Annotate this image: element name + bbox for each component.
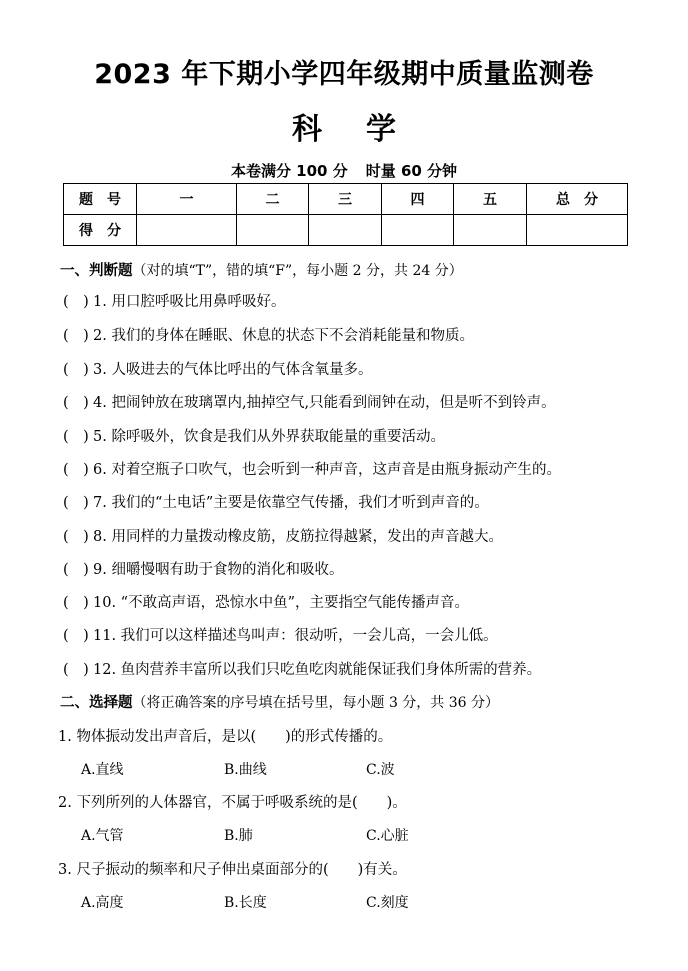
score-blank[interactable]: [454, 215, 527, 246]
score-table-score-row: [64, 215, 628, 246]
answer-paren[interactable]: ( ): [63, 362, 89, 378]
judge-item: [63, 458, 561, 479]
judge-text: 11. 我们可以这样描述鸟叫声：很动听，一会儿高，一会儿低。: [93, 628, 498, 644]
judge-text: 5. 除呼吸外，饮食是我们从外界获取能量的重要活动。: [93, 429, 445, 445]
score-blank[interactable]: [237, 215, 309, 246]
score-blank[interactable]: [309, 215, 382, 246]
score-blank[interactable]: [137, 215, 237, 246]
option-a[interactable]: A.直线: [81, 762, 124, 778]
choice-question: 2. 下列所列的人体器官，不属于呼吸系统的是( )。: [58, 795, 407, 811]
answer-paren[interactable]: ( ): [63, 462, 89, 478]
score-blank[interactable]: [527, 215, 628, 246]
choice-question: 3. 尺子振动的频率和尺子伸出桌面部分的( )有关。: [58, 862, 407, 878]
section1-heading: [60, 259, 463, 280]
judge-text: 8. 用同样的力量拨动橡皮筋，皮筋拉得越紧，发出的声音越大。: [93, 529, 503, 545]
option-a[interactable]: A.气管: [81, 828, 124, 844]
answer-paren[interactable]: ( ): [63, 529, 89, 545]
score-cell: 总 分: [527, 184, 628, 215]
score-cell: 四: [382, 184, 454, 215]
score-table: [63, 183, 628, 246]
choice-question: 1. 物体振动发出声音后，是以( )的形式传播的。: [58, 729, 393, 745]
score-cell: 一: [137, 184, 237, 215]
section2-heading: [60, 691, 499, 712]
option-c[interactable]: C.心脏: [366, 828, 409, 844]
option-c[interactable]: C.波: [366, 762, 395, 778]
answer-paren[interactable]: ( ): [63, 429, 89, 445]
score-cell: 三: [309, 184, 382, 215]
judge-item: [63, 425, 445, 446]
judge-text: 2. 我们的身体在睡眠、休息的状态下不会消耗能量和物质。: [93, 328, 474, 344]
option-b[interactable]: B.肺: [224, 828, 253, 844]
judge-item: [63, 591, 469, 612]
judge-item: [63, 324, 474, 345]
answer-paren[interactable]: ( ): [63, 328, 89, 344]
judge-item: [63, 525, 503, 546]
judge-item: [63, 624, 498, 645]
section1-note: （对的填“T”，错的填“F”，每小题 2 分，共 24 分）: [132, 263, 463, 279]
answer-paren[interactable]: ( ): [63, 294, 89, 310]
judge-text: 1. 用口腔呼吸比用鼻呼吸好。: [93, 294, 286, 310]
judge-text: 4. 把闹钟放在玻璃罩内,抽掉空气,只能看到闹钟在动，但是听不到铃声。: [93, 395, 556, 411]
answer-paren[interactable]: ( ): [63, 662, 89, 678]
exam-title: 2023 年下期小学四年级期中质量监测卷: [94, 59, 594, 90]
judge-item: [63, 658, 541, 679]
judge-item: [63, 290, 285, 311]
option-a[interactable]: A.高度: [81, 895, 124, 911]
answer-paren[interactable]: ( ): [63, 395, 89, 411]
judge-text: 12. 鱼肉营养丰富所以我们只吃鱼吃肉就能保证我们身体所需的营养。: [93, 662, 542, 678]
judge-text: 7. 我们的“土电话”主要是依靠空气传播，我们才听到声音的。: [93, 495, 489, 511]
judge-item: [63, 391, 556, 412]
judge-text: 10. “不敢高声语，恐惊水中鱼”，主要指空气能传播声音。: [93, 595, 469, 611]
judge-item: [63, 491, 489, 512]
section2-title: 二、选择题: [60, 695, 133, 711]
option-b[interactable]: B.长度: [224, 895, 267, 911]
subject-title: 科学: [292, 112, 440, 147]
score-cell: 题 号: [64, 184, 137, 215]
score-info: [0, 160, 688, 181]
answer-paren[interactable]: ( ): [63, 628, 89, 644]
section2-note: （将正确答案的序号填在括号里，每小题 3 分，共 36 分）: [132, 695, 500, 711]
judge-item: [63, 358, 372, 379]
judge-text: 9. 细嚼慢咽有助于食物的消化和吸收。: [93, 562, 344, 578]
judge-text: 3. 人吸进去的气体比呼出的气体含氧量多。: [93, 362, 373, 378]
judge-item: [63, 558, 343, 579]
judge-text: 6. 对着空瓶子口吹气，也会听到一种声音，这声音是由瓶身振动产生的。: [93, 462, 561, 478]
answer-paren[interactable]: ( ): [63, 495, 89, 511]
score-cell: 五: [454, 184, 527, 215]
score-cell: 二: [237, 184, 309, 215]
score-table-header-row: [64, 184, 628, 215]
option-b[interactable]: B.曲线: [224, 762, 267, 778]
score-blank[interactable]: [382, 215, 454, 246]
time-limit-text: 时量 60 分钟: [365, 162, 458, 180]
answer-paren[interactable]: ( ): [63, 562, 89, 578]
section1-title: 一、判断题: [60, 263, 133, 279]
score-cell: 得 分: [64, 215, 137, 246]
answer-paren[interactable]: ( ): [63, 595, 89, 611]
total-score-text: 本卷满分 100 分: [230, 162, 348, 180]
option-c[interactable]: C.刻度: [366, 895, 409, 911]
